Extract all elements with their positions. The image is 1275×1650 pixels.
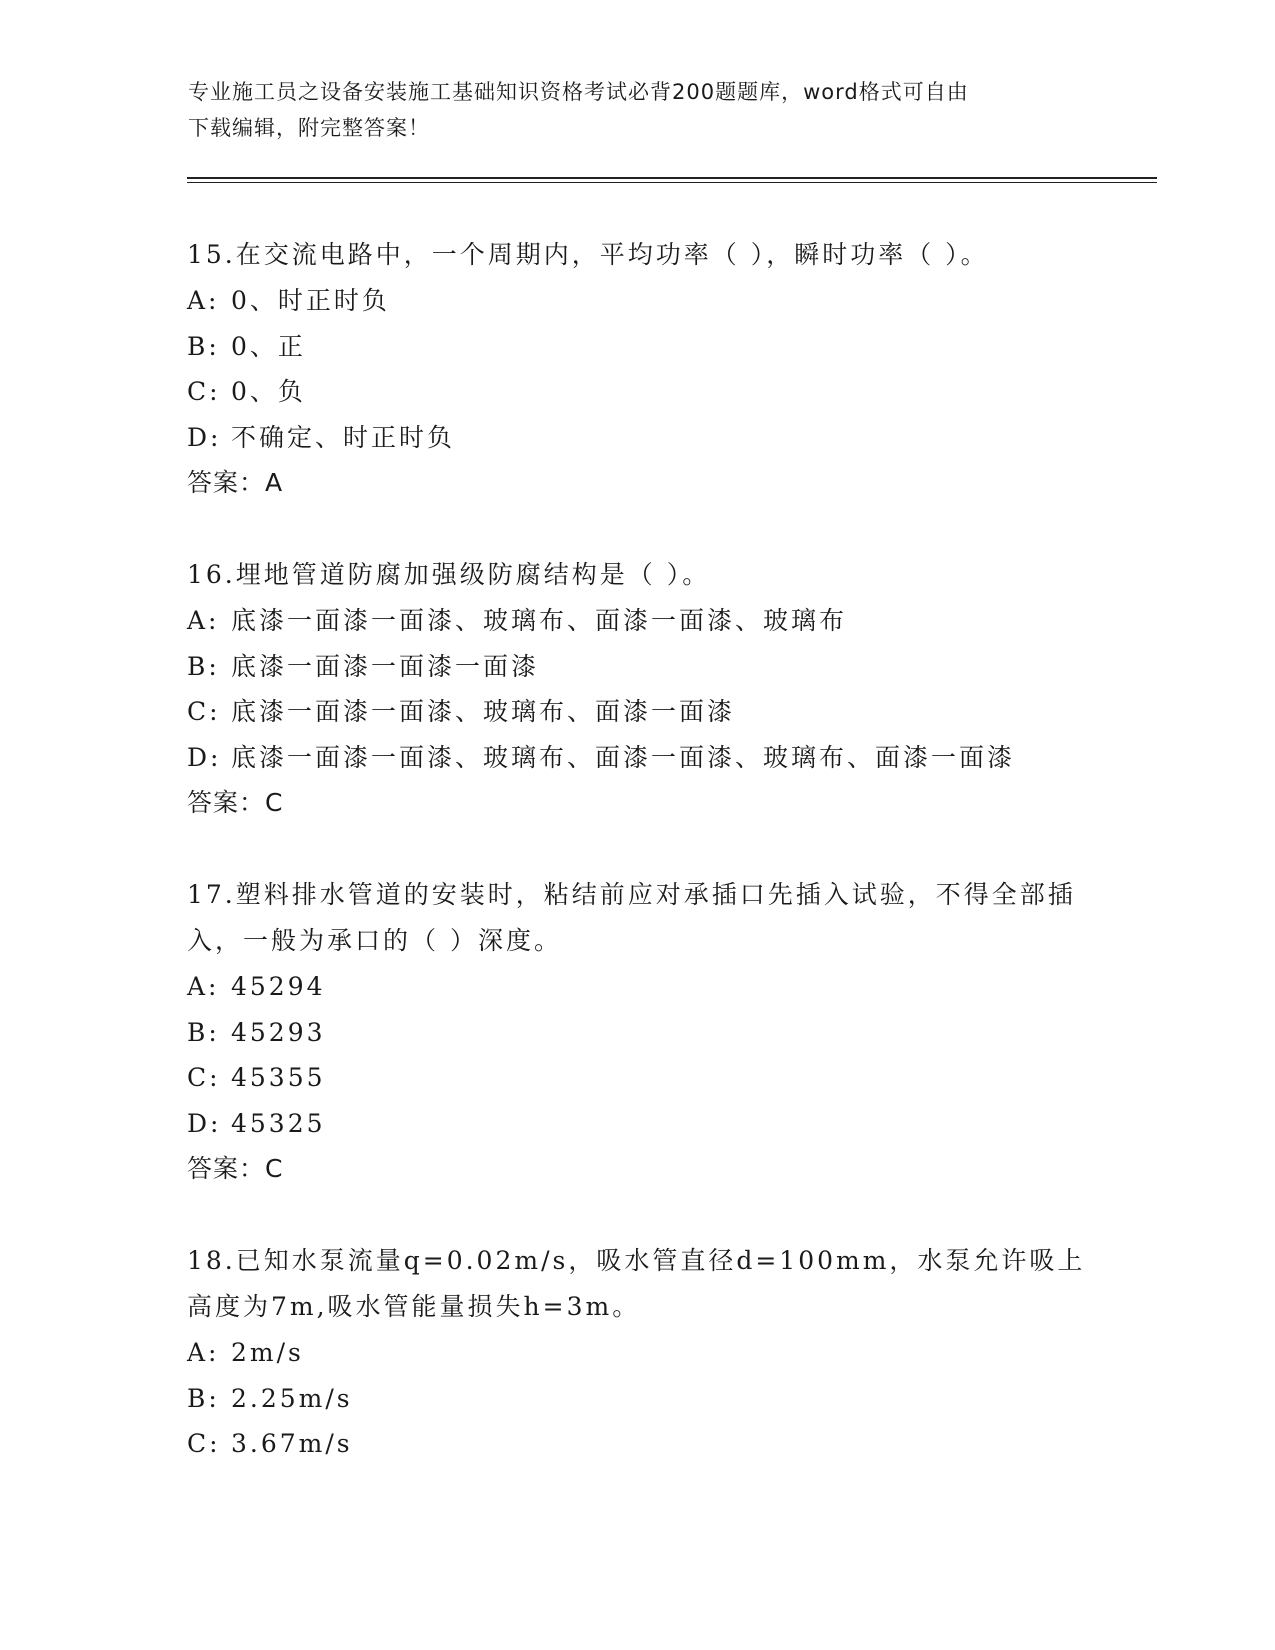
question-stem: 16.埋地管道防腐加强级防腐结构是（ ）。 [187,560,711,589]
question-stem: 15.在交流电路中，一个周期内，平均功率（ ），瞬时功率（ ）。 [187,240,989,269]
option-text: 底漆一面漆一面漆一面漆 [231,651,540,681]
option-label: D: [187,1108,222,1138]
option-text: 45325 [231,1108,326,1138]
option-text: 底漆一面漆一面漆、玻璃布、面漆一面漆、玻璃布、面漆一面漆 [231,742,1016,772]
option-text: 底漆一面漆一面漆、玻璃布、面漆一面漆 [231,697,736,726]
option-text: 不确定、时正时负 [231,422,456,452]
option-b [187,1376,1087,1422]
option-text: 0、正 [231,331,306,361]
option-label: C: [187,1063,221,1092]
option-text: 3.67m/s [231,1429,353,1458]
question-15 [187,232,1087,506]
option-label: A: [187,972,220,1001]
option-text: 45355 [231,1063,326,1092]
option-text: 45294 [231,972,326,1001]
option-text: 2.25m/s [231,1383,353,1413]
option-c [187,1055,1087,1101]
answer-key: 答案：A [187,468,284,497]
option-label: B: [187,651,220,681]
option-label: A: [187,1338,220,1367]
option-text: 底漆一面漆一面漆、玻璃布、面漆一面漆、玻璃布 [231,606,848,635]
option-text: 2m/s [231,1338,304,1367]
option-a [187,598,1087,644]
option-text: 0、负 [231,377,306,406]
option-label: D: [187,422,222,452]
option-b [187,1010,1087,1056]
option-d [187,1101,1087,1147]
option-label: B: [187,1017,220,1047]
question-list [187,232,1087,1513]
option-d [187,735,1087,781]
question-stem: 17.塑料排水管道的安装时，粘结前应对承插口先插入试验，不得全部插入，一般为承口的（ ）深度。 [187,880,1076,955]
option-b [187,324,1087,370]
option-d [187,415,1087,461]
option-text: 0、时正时负 [231,286,390,315]
answer-key: 答案：C [187,1154,284,1183]
option-a [187,278,1087,324]
option-c [187,369,1087,415]
option-label: B: [187,1383,220,1413]
option-label: A: [187,606,220,635]
option-c [187,689,1087,735]
option-label: C: [187,1429,221,1458]
question-18 [187,1238,1087,1467]
option-a [187,964,1087,1010]
option-c [187,1421,1087,1467]
question-stem: 18.已知水泵流量q=0.02m/s，吸水管直径d=100mm，水泵允许吸上高度为7m,吸水管能量损失h=3m。 [187,1246,1086,1321]
header-line-2: 下载编辑，附完整答案！ [188,116,430,140]
option-a [187,1330,1087,1376]
header-divider-thick [187,177,1157,179]
answer-key: 答案：C [187,788,284,817]
question-16 [187,552,1087,826]
option-label: C: [187,697,221,726]
header-divider-thin [187,182,1157,183]
header-line-1: 专业施工员之设备安装施工基础知识资格考试必背200题题库，word格式可自由 [188,80,969,104]
option-label: D: [187,742,222,772]
option-label: C: [187,377,221,406]
option-b [187,644,1087,690]
question-17 [187,872,1087,1192]
option-label: A: [187,286,220,315]
option-text: 45293 [231,1017,326,1047]
option-label: B: [187,331,220,361]
document-header [188,74,1088,146]
